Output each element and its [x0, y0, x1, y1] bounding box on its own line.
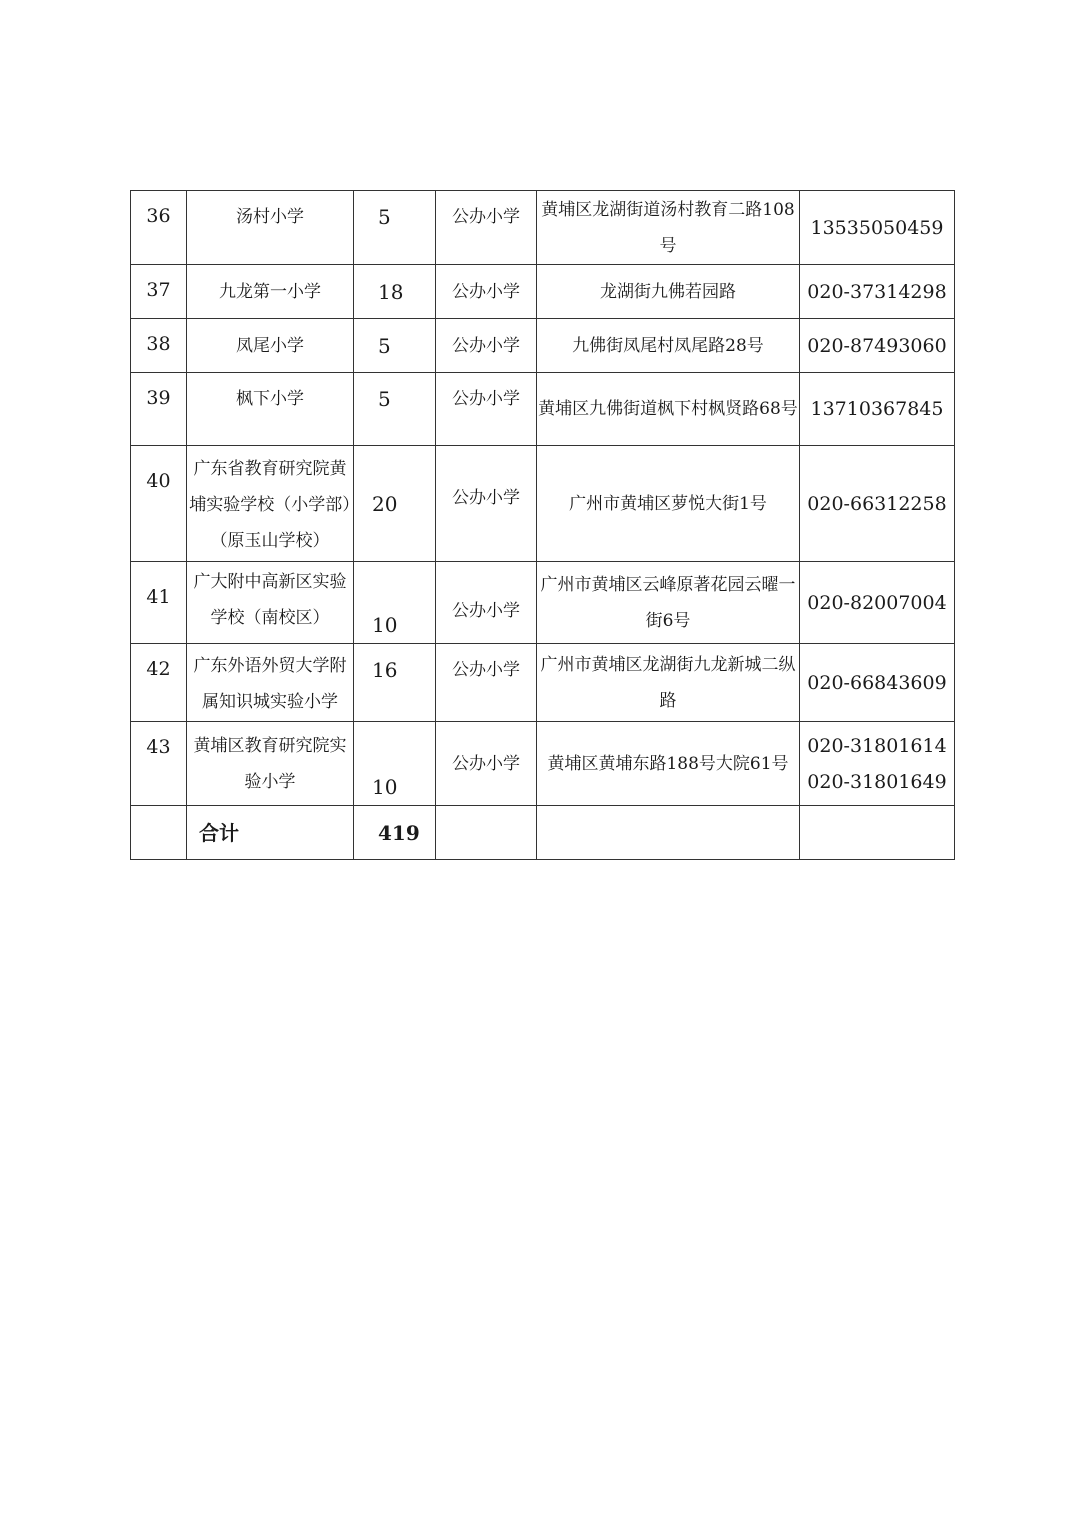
school-type: 公办小学	[436, 191, 537, 265]
total-label: 合计	[187, 806, 354, 860]
table-row	[131, 319, 955, 373]
table-row	[131, 191, 955, 265]
total-row	[131, 806, 955, 860]
row-number: 40	[131, 446, 187, 562]
row-number: 36	[131, 191, 187, 265]
table-row	[131, 265, 955, 319]
phone: 13710367845	[800, 373, 955, 446]
school-type: 公办小学	[436, 644, 537, 722]
school-type: 公办小学	[436, 722, 537, 806]
school-address: 广州市黄埔区云峰原著花园云曜一街6号	[537, 562, 800, 644]
school-name: 黄埔区教育研究院实验小学	[187, 722, 354, 806]
row-number: 38	[131, 319, 187, 373]
total-empty-cell	[436, 806, 537, 860]
table-row	[131, 562, 955, 644]
school-name: 广大附中高新区实验学校（南校区）	[187, 562, 354, 644]
total-empty-cell	[537, 806, 800, 860]
row-number: 37	[131, 265, 187, 319]
school-type: 公办小学	[436, 562, 537, 644]
school-address: 广州市黄埔区萝悦大街1号	[537, 446, 800, 562]
row-number: 41	[131, 562, 187, 644]
school-type: 公办小学	[436, 446, 537, 562]
school-type: 公办小学	[436, 319, 537, 373]
school-type: 公办小学	[436, 373, 537, 446]
class-count: 5	[354, 373, 436, 446]
school-name: 九龙第一小学	[187, 265, 354, 319]
school-type: 公办小学	[436, 265, 537, 319]
school-address: 黄埔区龙湖街道汤村教育二路108号	[537, 191, 800, 265]
phone: 020-87493060	[800, 319, 955, 373]
phone: 020-31801649	[807, 770, 947, 793]
school-table	[130, 190, 955, 860]
school-name: 广东外语外贸大学附属知识城实验小学	[187, 644, 354, 722]
row-number: 42	[131, 644, 187, 722]
school-name: 汤村小学	[187, 191, 354, 265]
class-count: 20	[354, 446, 436, 562]
table-row	[131, 373, 955, 446]
phone: 020-31801614	[807, 734, 947, 757]
school-name: 广东省教育研究院黄埔实验学校（小学部）（原玉山学校）	[187, 446, 354, 562]
school-address: 黄埔区九佛街道枫下村枫贤路68号	[537, 373, 800, 446]
table-row	[131, 722, 955, 806]
table-row	[131, 644, 955, 722]
phone: 020-66312258	[800, 446, 955, 562]
class-count: 16	[354, 644, 436, 722]
row-number: 39	[131, 373, 187, 446]
class-count: 10	[354, 722, 436, 806]
school-address: 黄埔区黄埔东路188号大院61号	[537, 722, 800, 806]
phone: 020-37314298	[800, 265, 955, 319]
total-empty-cell	[800, 806, 955, 860]
class-count: 5	[354, 319, 436, 373]
school-name: 枫下小学	[187, 373, 354, 446]
school-name: 凤尾小学	[187, 319, 354, 373]
class-count: 5	[354, 191, 436, 265]
phone: 13535050459	[800, 191, 955, 265]
phone: 020-82007004	[800, 562, 955, 644]
total-empty-cell	[131, 806, 187, 860]
school-table-container	[130, 190, 952, 860]
school-address: 广州市黄埔区龙湖街九龙新城二纵路	[537, 644, 800, 722]
class-count: 10	[354, 562, 436, 644]
phone-list	[800, 722, 955, 806]
phone: 020-66843609	[800, 644, 955, 722]
total-value: 419	[354, 806, 436, 860]
school-address: 龙湖街九佛若园路	[537, 265, 800, 319]
row-number: 43	[131, 722, 187, 806]
class-count: 18	[354, 265, 436, 319]
table-row	[131, 446, 955, 562]
school-address: 九佛街凤尾村凤尾路28号	[537, 319, 800, 373]
